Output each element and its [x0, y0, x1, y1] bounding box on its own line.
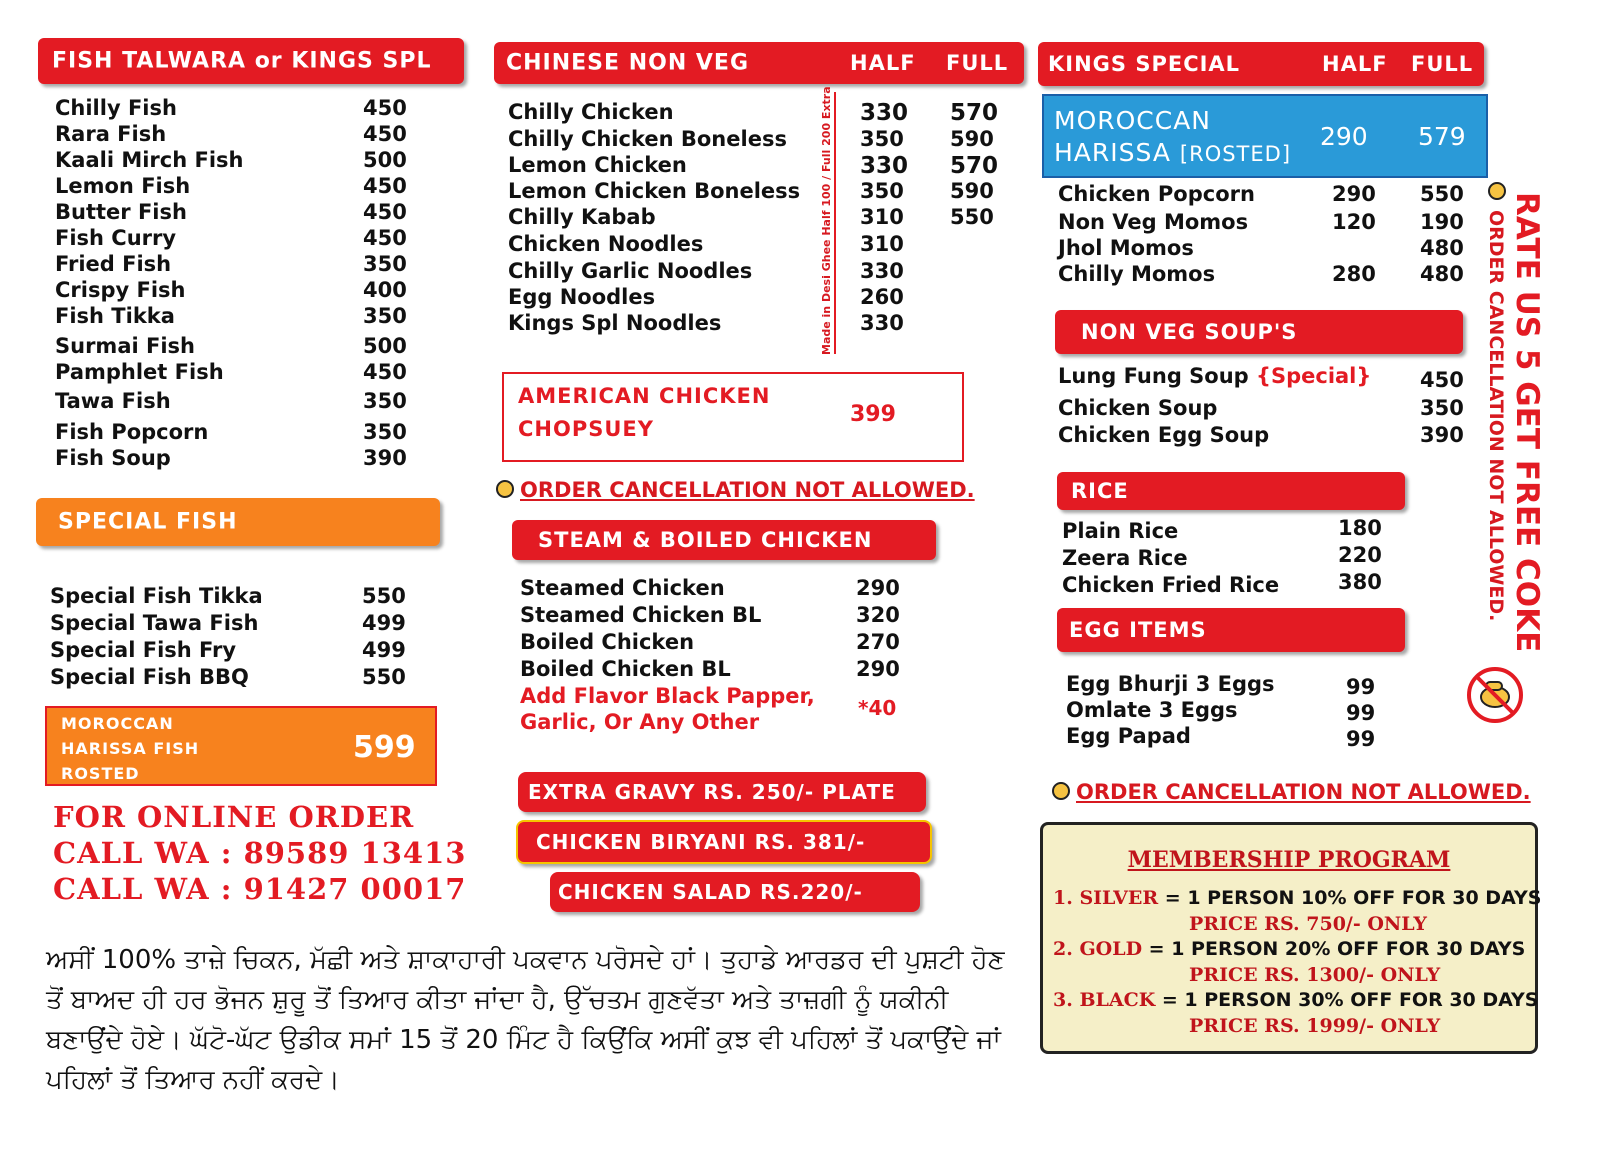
cancel-notice-text: ORDER CANCELLATION NOT ALLOWED.	[1076, 780, 1531, 804]
kings-special-list	[1058, 182, 1478, 288]
membership-title: MEMBERSHIP PROGRAM	[1127, 847, 1451, 873]
list-item	[55, 420, 415, 446]
item-name: Steamed Chicken	[520, 576, 725, 600]
steam-boiled-header	[512, 520, 936, 560]
chopsuey-line1: AMERICAN CHICKEN	[518, 384, 771, 408]
list-item	[55, 226, 415, 252]
side-note-divider	[834, 92, 836, 354]
list-item	[55, 200, 415, 226]
item-price: 290	[856, 657, 900, 681]
special-tag: {Special}	[1256, 364, 1372, 388]
item-name: Special Fish Fry	[50, 638, 237, 662]
item-name: Surmai Fish	[55, 334, 195, 358]
item-price: 290	[856, 576, 900, 600]
item-name: Fish Soup	[55, 446, 171, 470]
flavor-line1: Add Flavor Black Papper,	[520, 684, 815, 708]
chicken-salad-bar	[550, 872, 920, 912]
membership-tier-silver	[1053, 887, 1541, 909]
harissa-fish-line1: MOROCCAN	[61, 714, 174, 733]
item-price: 380	[1338, 570, 1382, 594]
tier-desc: = 1 PERSON 10% OFF FOR 30 DAYS	[1158, 887, 1542, 909]
tier-desc: = 1 PERSON 30% OFF FOR 30 DAYS	[1155, 989, 1539, 1011]
item-price: 350	[363, 252, 407, 276]
chopsuey-price: 399	[850, 402, 896, 427]
no-hand-icon	[1466, 666, 1524, 724]
item-name: Boiled Chicken	[520, 630, 695, 654]
item-name: Steamed Chicken BL	[520, 603, 762, 627]
chicken-biryani-text: CHICKEN BIRYANI RS. 381/-	[536, 830, 866, 854]
list-item	[508, 285, 1008, 311]
item-price: 450	[363, 200, 407, 224]
item-half-price: 290	[1332, 182, 1376, 206]
hand-icon	[496, 480, 514, 498]
item-name: Plain Rice	[1062, 519, 1179, 543]
list-item	[508, 127, 1008, 153]
item-name: Chilly Chicken Boneless	[508, 127, 787, 151]
rice-title: RICE	[1071, 479, 1129, 503]
item-price: 350	[363, 389, 407, 413]
online-order-phone-1: CALL WA : 89589 13413	[53, 836, 467, 870]
list-item	[1058, 423, 1478, 450]
soup-name: Lung Fung Soup	[1058, 364, 1249, 388]
list-item	[508, 100, 1008, 127]
item-full-price: 570	[950, 100, 999, 126]
tier-desc: = 1 PERSON 20% OFF FOR 30 DAYS	[1142, 938, 1526, 960]
harissa-half-price: 290	[1320, 122, 1368, 151]
egg-items-title: EGG ITEMS	[1069, 618, 1207, 642]
item-half-price: 120	[1332, 210, 1376, 234]
list-item	[1066, 672, 1406, 698]
list-item	[55, 389, 415, 420]
list-item	[55, 334, 415, 360]
item-price: 450	[363, 360, 407, 384]
item-name: Lemon Chicken	[508, 153, 687, 177]
list-item	[50, 584, 410, 611]
fish-talwara-title: FISH TALWARA or KINGS SPL	[52, 48, 432, 74]
item-price: 400	[363, 278, 407, 302]
item-half-price: 330	[860, 259, 904, 283]
list-item	[1062, 543, 1402, 570]
item-name: Chicken Popcorn	[1058, 182, 1255, 206]
list-item	[1058, 210, 1478, 236]
tier-price-gold: PRICE RS. 1300/- ONLY	[1189, 964, 1441, 986]
tier-price-black: PRICE RS. 1999/- ONLY	[1189, 1015, 1441, 1037]
soups-list	[1058, 364, 1478, 450]
extra-gravy-text: EXTRA GRAVY RS. 250/- PLATE	[528, 780, 896, 804]
item-price: 390	[1420, 423, 1464, 447]
list-item	[1066, 724, 1406, 750]
rate-us-text: RATE US 5 GET FREE COKE	[1509, 192, 1545, 653]
cancel-notice-middle	[496, 478, 975, 502]
item-name: Egg Papad	[1066, 724, 1191, 748]
egg-items-list	[1066, 672, 1406, 750]
item-name: Special Tawa Fish	[50, 611, 259, 635]
side-note: Made in Desi Ghee Half 100 / Full 200 Extra	[820, 86, 833, 355]
vertical-cancel-text: ORDER CANCELLATION NOT ALLOWED.	[1485, 210, 1507, 622]
harissa-line1: MOROCCAN	[1054, 106, 1212, 135]
list-item	[55, 174, 415, 200]
harissa-line2-tag: [ROSTED]	[1179, 142, 1292, 166]
item-name: Egg Bhurji 3 Eggs	[1066, 672, 1275, 696]
harissa-fish-price: 599	[353, 730, 416, 765]
item-name: Fish Curry	[55, 226, 177, 250]
item-name: Fried Fish	[55, 252, 172, 276]
tier-name: 2. GOLD	[1053, 938, 1143, 960]
item-name: Lemon Fish	[55, 174, 191, 198]
harissa-full-price: 579	[1418, 122, 1466, 151]
list-item	[508, 259, 1008, 285]
chopsuey-line2: CHOPSUEY	[518, 417, 654, 441]
list-item	[55, 278, 415, 304]
tier-name: 3. BLACK	[1053, 989, 1156, 1011]
item-name: Zeera Rice	[1062, 546, 1188, 570]
moroccan-harissa-fish-box	[45, 706, 437, 786]
list-item	[50, 665, 410, 692]
item-price: 220	[1338, 543, 1382, 567]
item-price: 550	[362, 584, 406, 608]
list-item	[50, 611, 410, 638]
item-name: Chilly Kabab	[508, 205, 656, 229]
item-price: 180	[1338, 516, 1382, 540]
rice-header	[1057, 472, 1405, 510]
chinese-non-veg-title: CHINESE NON VEG	[506, 50, 750, 76]
egg-items-header	[1057, 608, 1405, 652]
item-name: Chicken Egg Soup	[1058, 423, 1270, 447]
harissa-line2	[1054, 138, 1291, 167]
cancel-notice-text: ORDER CANCELLATION NOT ALLOWED.	[520, 478, 975, 502]
item-half-price: 330	[860, 100, 909, 126]
item-price: 350	[363, 420, 407, 444]
item-name: Chilly Momos	[1058, 262, 1216, 286]
kings-full-label: FULL	[1411, 52, 1474, 76]
flavor-price: *40	[858, 696, 897, 720]
item-name: Special Fish Tikka	[50, 584, 263, 608]
list-item	[55, 96, 415, 122]
membership-tier-gold	[1053, 938, 1525, 960]
item-full-price: 550	[1420, 182, 1464, 206]
item-name: Fish Tikka	[55, 304, 175, 328]
soups-title: NON VEG SOUP'S	[1081, 320, 1298, 344]
list-item	[1066, 698, 1406, 724]
list-item	[520, 630, 920, 657]
item-name: Chilly Fish	[55, 96, 177, 120]
item-name: Egg Noodles	[508, 285, 656, 309]
item-full-price: 480	[1420, 262, 1464, 286]
soups-header	[1055, 310, 1463, 354]
list-item	[508, 153, 1008, 179]
list-item	[1062, 516, 1402, 543]
item-name: Kings Spl Noodles	[508, 311, 722, 335]
item-price: 499	[362, 611, 406, 635]
chicken-salad-text: CHICKEN SALAD RS.220/-	[558, 880, 863, 904]
list-item	[1058, 236, 1478, 262]
item-price: 499	[362, 638, 406, 662]
tier-price-silver: PRICE RS. 750/- ONLY	[1189, 913, 1427, 935]
list-item	[508, 205, 1008, 232]
item-price: 350	[1420, 396, 1464, 420]
item-price: 450	[363, 174, 407, 198]
item-price: 270	[856, 630, 900, 654]
fish-talwara-header	[38, 38, 464, 84]
tier-name: 1. SILVER	[1053, 887, 1159, 909]
item-name: Boiled Chicken BL	[520, 657, 731, 681]
list-item	[520, 603, 920, 630]
item-half-price: 330	[860, 311, 904, 335]
item-name: Chilly Chicken	[508, 100, 674, 124]
item-name: Chicken Noodles	[508, 232, 704, 256]
item-half-price: 310	[860, 232, 904, 256]
item-price: 99	[1346, 675, 1376, 699]
list-item	[508, 179, 1008, 205]
special-fish-list	[50, 584, 410, 692]
list-item	[55, 446, 415, 472]
item-name: Pamphlet Fish	[55, 360, 224, 384]
kings-special-title: KINGS SPECIAL	[1048, 52, 1241, 76]
item-name: Kaali Mirch Fish	[55, 148, 244, 172]
item-half-price: 260	[860, 285, 904, 309]
item-full-price: 190	[1420, 210, 1464, 234]
list-item	[1058, 262, 1478, 288]
list-item	[55, 252, 415, 278]
extra-gravy-bar	[518, 772, 926, 812]
item-price: 350	[363, 304, 407, 328]
item-price: 500	[363, 148, 407, 172]
online-order-title: FOR ONLINE ORDER	[53, 800, 415, 834]
harissa-fish-line3: ROSTED	[61, 764, 140, 783]
item-price: 450	[1420, 368, 1464, 392]
list-item	[508, 311, 1008, 337]
item-name: Tawa Fish	[55, 389, 171, 413]
cancel-notice-right	[1052, 780, 1531, 804]
fish-talwara-list	[55, 96, 415, 472]
item-full-price: 590	[950, 127, 994, 151]
item-name: Crispy Fish	[55, 278, 186, 302]
chinese-half-label: HALF	[850, 51, 916, 75]
item-name: Rara Fish	[55, 122, 167, 146]
item-price: 450	[363, 122, 407, 146]
list-item	[50, 638, 410, 665]
item-name: Special Fish BBQ	[50, 665, 249, 689]
item-half-price: 280	[1332, 262, 1376, 286]
list-item	[520, 576, 920, 603]
item-price: 320	[856, 603, 900, 627]
special-fish-title: SPECIAL FISH	[58, 509, 238, 535]
item-name: Fish Popcorn	[55, 420, 209, 444]
hand-icon	[1488, 182, 1506, 200]
punjabi-note: ਅਸੀਂ 100% ਤਾਜ਼ੇ ਚਿਕਨ, ਮੱਛੀ ਅਤੇ ਸ਼ਾਕਾਹਾਰੀ ਪਕਵਾਨ ਪਰੋਸਦੇ ਹਾਂ। ਤੁਹਾਡੇ ਆਰਡਰ ਦੀ ਪੁਸ਼ਟੀ ਹੋਣ ਤੋਂ ਬਾਅਦ ਹੀ ਹਰ ਭੋਜਨ ਸ਼ੁਰੂ ਤੋਂ ਤਿਆਰ ਕੀਤਾ ਜਾਂਦਾ ਹੈ, ਉੱਚਤਮ ਗੁਣਵੱਤਾ ਅਤੇ ਤਾਜ਼ਗੀ ਨੂੰ ਯਕੀਨੀ ਬਣਾਉਂਦੇ ਹੋਏ। ਘੱਟੋ-ਘੱਟ ਉਡੀਕ ਸਮਾਂ 15 ਤੋਂ 20 ਮਿੰਟ ਹੈ ਕਿਉਂਕਿ ਅਸੀਂ ਕੁਝ ਵੀ ਪਹਿਲਾਂ ਤੋਂ ਪਕਾਉਂਦੇ ਜਾਂ ਪਹਿਲਾਂ ਤੋਂ ਤਿਆਰ ਨਹੀਂ ਕਰਦੇ।	[46, 945, 1005, 1095]
item-price: 390	[363, 446, 407, 470]
item-full-price: 550	[950, 205, 994, 229]
online-order-phone-2: CALL WA : 91427 00017	[53, 872, 467, 906]
membership-tier-black	[1053, 989, 1538, 1011]
item-price: 500	[363, 334, 407, 358]
item-price: 450	[363, 226, 407, 250]
list-item	[1058, 182, 1478, 210]
item-name: Non Veg Momos	[1058, 210, 1249, 234]
item-name: Jhol Momos	[1058, 236, 1194, 260]
list-item	[508, 232, 1008, 259]
item-half-price: 350	[860, 127, 904, 151]
list-item	[520, 657, 920, 684]
kings-special-header	[1038, 42, 1484, 86]
item-price: 99	[1346, 701, 1376, 725]
steam-boiled-title: STEAM & BOILED CHICKEN	[538, 528, 873, 552]
item-price: 99	[1346, 727, 1376, 751]
list-item	[1058, 396, 1478, 423]
american-chopsuey-box	[502, 372, 964, 462]
item-full-price: 590	[950, 179, 994, 203]
harissa-fish-line2: HARISSA FISH	[61, 739, 200, 758]
item-name: Omlate 3 Eggs	[1066, 698, 1238, 722]
item-half-price: 310	[860, 205, 904, 229]
steam-boiled-list	[520, 576, 920, 684]
membership-box	[1040, 822, 1542, 1054]
list-item	[55, 304, 415, 334]
harissa-line2-text: HARISSA	[1054, 138, 1171, 167]
item-name: Chilly Garlic Noodles	[508, 259, 753, 283]
list-item	[55, 148, 415, 174]
item-name: Chicken Soup	[1058, 396, 1218, 420]
item-name: Lemon Chicken Boneless	[508, 179, 801, 203]
flavor-line2: Garlic, Or Any Other	[520, 710, 760, 734]
hand-icon	[1052, 782, 1070, 800]
rate-us-banner	[1505, 192, 1545, 662]
item-price: 550	[362, 665, 406, 689]
item-half-price: 330	[860, 153, 909, 179]
item-name: Butter Fish	[55, 200, 187, 224]
item-name: Chicken Fried Rice	[1062, 573, 1280, 597]
item-half-price: 350	[860, 179, 904, 203]
moroccan-harissa-box	[1042, 94, 1488, 178]
rice-list	[1062, 516, 1402, 597]
item-price: 450	[363, 96, 407, 120]
item-full-price: 570	[950, 153, 999, 179]
list-item	[55, 360, 415, 389]
special-fish-header	[36, 498, 440, 546]
list-item	[1062, 570, 1402, 597]
item-name	[1058, 364, 1371, 388]
chinese-full-label: FULL	[946, 51, 1009, 75]
kings-half-label: HALF	[1322, 52, 1388, 76]
list-item	[55, 122, 415, 148]
chicken-biryani-bar	[516, 820, 932, 864]
chinese-non-veg-header	[494, 42, 1024, 84]
item-full-price: 480	[1420, 236, 1464, 260]
list-item	[1058, 364, 1478, 396]
chinese-non-veg-list	[508, 100, 1008, 337]
